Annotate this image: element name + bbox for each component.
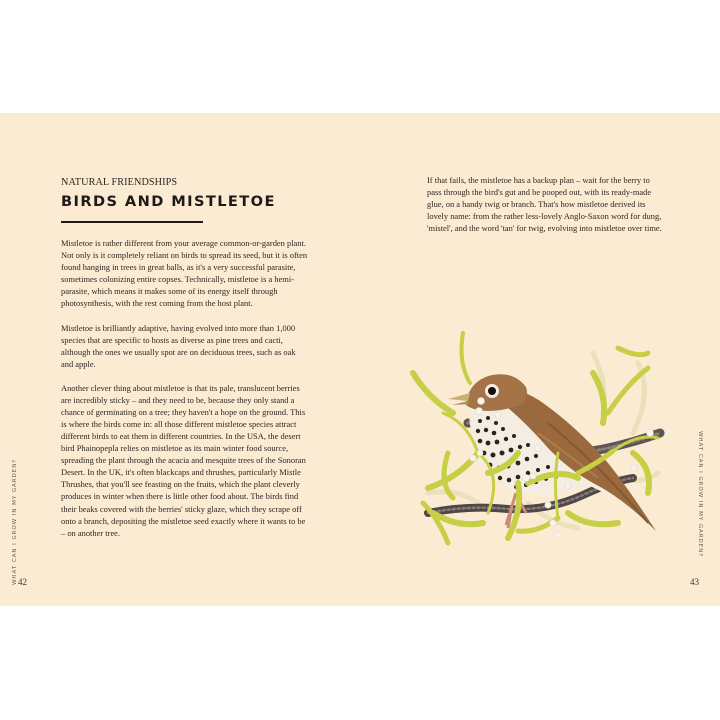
paragraph: Mistletoe is rather different from your average common-or-garden plant. Not only is it completely reliant on birds to spread its seed, but it is often found hanging in trees in great balls, as it's a very successful parasite, sometimes colonizing entire copses. Technically, mistletoe is a hemi-parasite, which means it makes some of its energy itself through photosynthesis, with the rest coming from the host plant. <box>61 238 308 309</box>
book-spread <box>0 113 720 606</box>
body-text-right <box>427 174 663 234</box>
paragraph: Mistletoe is brilliantly adaptive, having evolved into more than 1,000 species that are specific to hosts as diverse as pine trees and cacti, although the ones we usually spot are on deciduous trees, such as oak and apple. <box>61 322 296 369</box>
title-underline <box>61 221 203 223</box>
running-head-right: WHAT CAN I GROW IN MY GARDEN? <box>697 431 703 558</box>
thrush-mistletoe-illustration <box>408 273 670 548</box>
page-number-left: 42 <box>18 577 27 587</box>
body-text <box>61 237 309 551</box>
paragraph: If that fails, the mistletoe has a backup plan – wait for the berry to pass through the bird's gut and be pooped out, with its ready-made glue, on a handy twig or branch. That's how mistletoe derived its lovely name: from the rather less-lovely Anglo-Saxon word for dung, 'mistel', and the word 'tan' for twig, evolving into mistletoe over time. <box>427 175 662 234</box>
page-title: BIRDS AND MISTLETOE <box>61 193 276 210</box>
section-kicker: NATURAL FRIENDSHIPS <box>61 177 178 188</box>
page-number-right: 43 <box>690 577 699 587</box>
left-page <box>0 113 360 606</box>
paragraph: Another clever thing about mistletoe is that its pale, translucent berries are incredibly sticky – and they need to be, because they only stand a chance of germinating on a tree; they haven't a hope on the ground. This is where the birds come in: all those different mistletoe species attract different birds to eat them in different countries. In the USA, the desert bird Phainopepla relies on mistletoe as its main winter food source, spreading the plant through the acacia and mesquite trees of the Sonoran Desert. In the UK, it's often blackcaps and thrushes, particularly Mistle Thrushes, that you'll see feasting on the fruits, which the plant cleverly produces in winter when there is little other food about. The birds find their beaks covered with the berries' sticky glaze, which they scrape off onto a branch, depositing the mistletoe seed exactly where it wants to be – on another tree. <box>61 383 306 538</box>
running-head-left: WHAT CAN I GROW IN MY GARDEN? <box>12 458 18 585</box>
